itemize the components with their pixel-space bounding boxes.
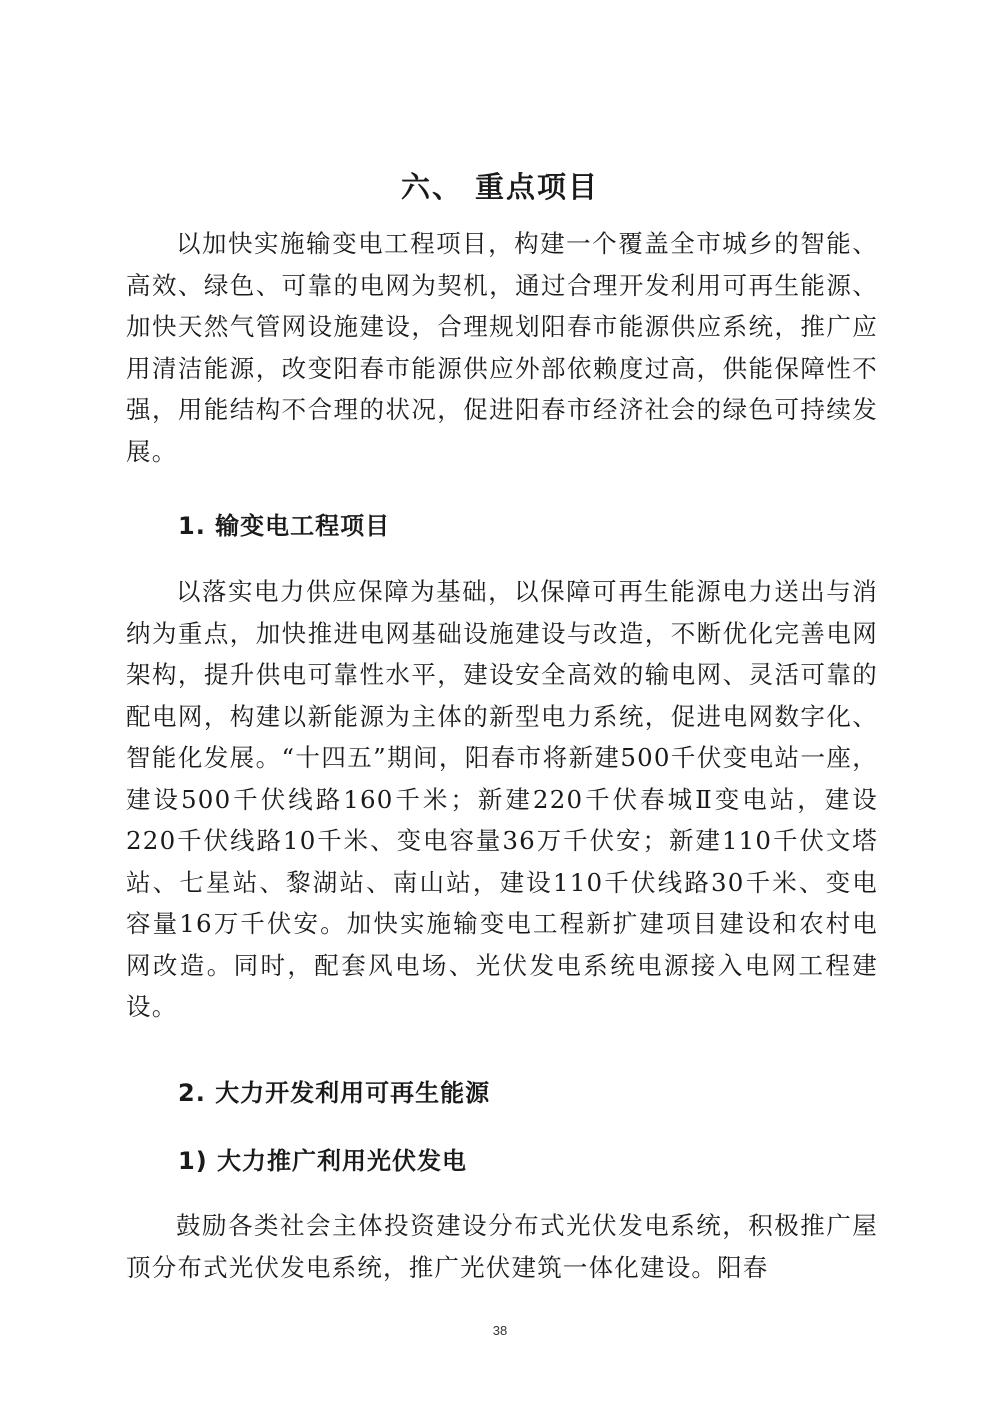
heading-renewable-energy: 2. 大力开发利用可再生能源 (178, 1079, 491, 1107)
paragraph-photovoltaic: 鼓励各类社会主体投资建设分布式光伏发电系统，积极推广屋顶分布式光伏发电系统，推广光伏建筑一体化建设。阳春 (126, 1211, 878, 1282)
paragraph-transmission-projects: 以落实电力供应保障为基础，以保障可再生能源电力送出与消纳为重点，加快推进电网基础设施建设与改造，不断优化完善电网架构，提升供电可靠性水平，建设安全高效的输电网、灵活可靠的配电网，构建以新能源为主体的新型电力系统，促进电网数字化、智能化发展。“十四五”期间，阳春市将新建500千伏变电站一座，建设500千伏线路160千米；新建220千伏春城Ⅱ变电站，建设220千伏线路10千米、变电容量36万千伏安；新建110千伏文塔站、七星站、黎湖站、南山站，建设110千伏线路30千米、变电容量16万千伏安。加快实施输变电工程新扩建项目建设和农村电网改造。同时，配套风电场、光伏发电系统电源接入电网工程建设。 (126, 577, 878, 1021)
section-title: 六、 重点项目 (400, 170, 600, 205)
intro-paragraph: 以加快实施输变电工程项目，构建一个覆盖全市城乡的智能、高效、绿色、可靠的电网为契机，通过合理开发利用可再生能源、加快天然气管网设施建设，合理规划阳春市能源供应系统，推广应用清洁能源，改变阳春市能源供应外部依赖度过高，供能保障性不强，用能结构不合理的状况，促进阳春市经济社会的绿色可持续发展。 (126, 229, 878, 466)
heading-transmission-projects: 1. 输变电工程项目 (178, 512, 391, 540)
page-number: 38 (492, 1323, 508, 1338)
subheading-photovoltaic: 1) 大力推广利用光伏发电 (178, 1147, 468, 1175)
